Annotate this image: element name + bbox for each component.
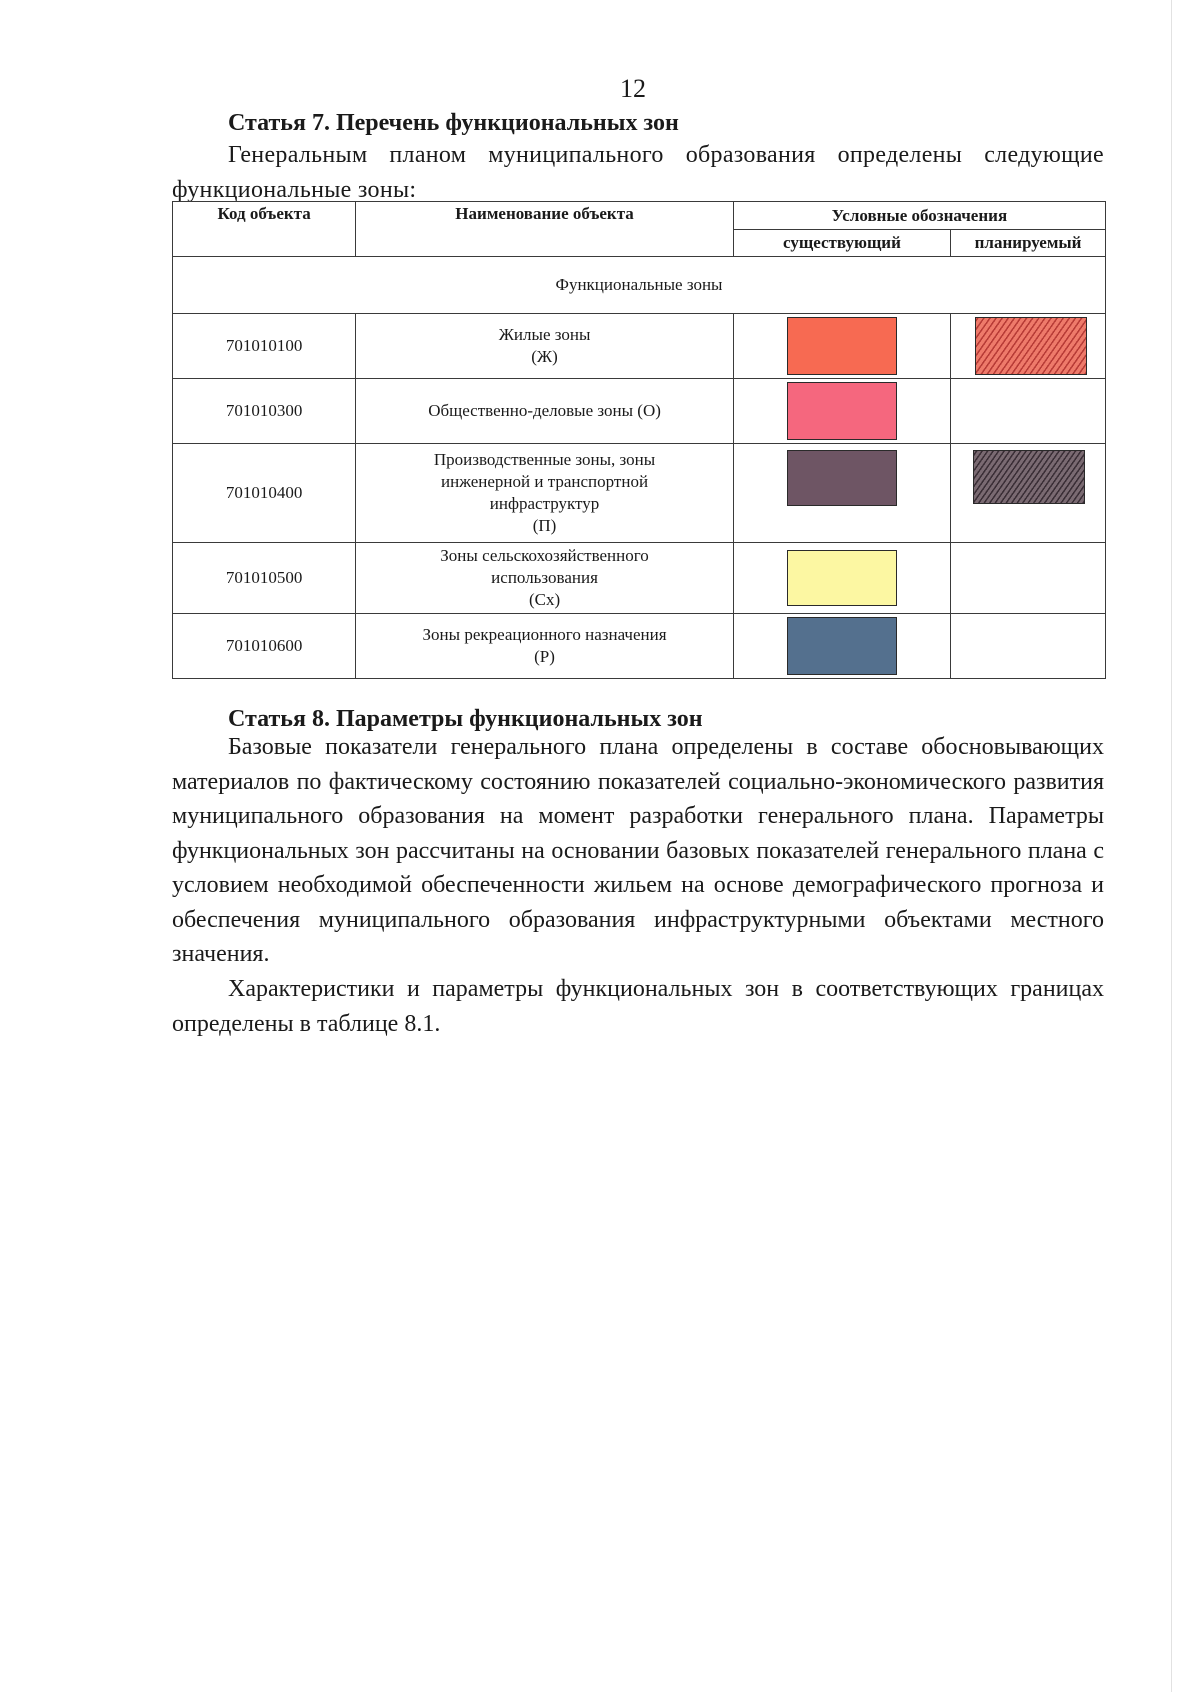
zone-name-line: (Р)	[534, 647, 555, 666]
table-row	[173, 444, 1106, 543]
zone-name-line: Зоны сельскохозяйственного	[440, 546, 649, 565]
header-legend: Условные обозначения	[733, 202, 1105, 230]
article-7-intro: Генеральным планом муниципального образования определены следующие функциональные зоны:	[172, 142, 1104, 203]
zone-name	[356, 379, 734, 444]
existing-legend-cell	[733, 614, 950, 679]
table-header-row	[173, 202, 1106, 230]
zone-code: 701010300	[173, 379, 356, 444]
article-8-title: Статья 8. Параметры функциональных зон	[228, 706, 703, 732]
article-8-paragraph-2: Характеристики и параметры функциональных зон в соответствующих границах определены в таблице 8.1.	[172, 976, 1104, 1037]
planned-legend-cell	[951, 314, 1106, 379]
zone-name	[356, 543, 734, 614]
planned-legend-cell	[951, 614, 1106, 679]
table-row	[173, 543, 1106, 614]
existing-legend-cell	[733, 314, 950, 379]
zone-name	[356, 444, 734, 543]
zone-name-line: использования	[491, 568, 598, 587]
zone-code: 701010500	[173, 543, 356, 614]
table-row	[173, 314, 1106, 379]
existing-legend-cell	[733, 543, 950, 614]
zone-name-line: (Сх)	[528, 590, 561, 609]
zone-name	[356, 314, 734, 379]
existing-color-swatch	[787, 450, 897, 506]
page-number: 12	[620, 74, 646, 103]
zone-name-line: Зоны рекреационного назначения	[422, 625, 667, 644]
zone-name-line: инженерной и транспортной	[441, 472, 649, 491]
zone-name-line: (Ж)	[531, 347, 558, 366]
zone-name-line: Общественно-деловые зоны (О)	[428, 401, 661, 420]
zone-name-line: Производственные зоны, зоны	[433, 450, 656, 469]
zone-name-line: инфраструктур	[489, 494, 600, 513]
zone-name-line: Жилые зоны	[498, 325, 591, 344]
zone-code: 701010100	[173, 314, 356, 379]
header-existing: существующий	[733, 230, 950, 257]
header-planned: планируемый	[951, 230, 1106, 257]
existing-color-swatch	[787, 617, 897, 675]
planned-legend-cell	[951, 379, 1106, 444]
existing-color-swatch	[787, 317, 897, 375]
table-section-row	[173, 257, 1106, 314]
section-title: Функциональные зоны	[173, 257, 1106, 314]
article-7-title: Статья 7. Перечень функциональных зон	[228, 110, 679, 136]
zone-code: 701010600	[173, 614, 356, 679]
article-8-paragraph-1: Базовые показатели генерального плана определены в составе обосновывающих материалов по фактическому состоянию показателей социально-экономического развития муниципального образования на момент разработки генерального плана. Параметры функциональных зон рассчитаны на основании базовых показателей генерального плана с условием необходимой обеспеченности жильем на основе демографического прогноза и обеспечения муниципального образования инфраструктурными объектами местного значения.	[172, 734, 1104, 967]
planned-legend-cell	[951, 543, 1106, 614]
existing-legend-cell	[733, 379, 950, 444]
planned-legend-cell	[951, 444, 1106, 543]
zone-name-line: (П)	[532, 516, 557, 535]
existing-legend-cell	[733, 444, 950, 543]
hatched-industrial-swatch	[973, 450, 1085, 504]
table-row	[173, 379, 1106, 444]
header-name: Наименование объекта	[356, 202, 734, 257]
zone-code: 701010400	[173, 444, 356, 543]
functional-zones-table	[172, 201, 1106, 679]
table-row	[173, 614, 1106, 679]
existing-color-swatch	[787, 550, 897, 606]
scan-edge	[1171, 0, 1172, 1692]
zone-name	[356, 614, 734, 679]
header-code: Код объекта	[173, 202, 356, 257]
existing-color-swatch	[787, 382, 897, 440]
hatched-residential-swatch	[975, 317, 1087, 375]
